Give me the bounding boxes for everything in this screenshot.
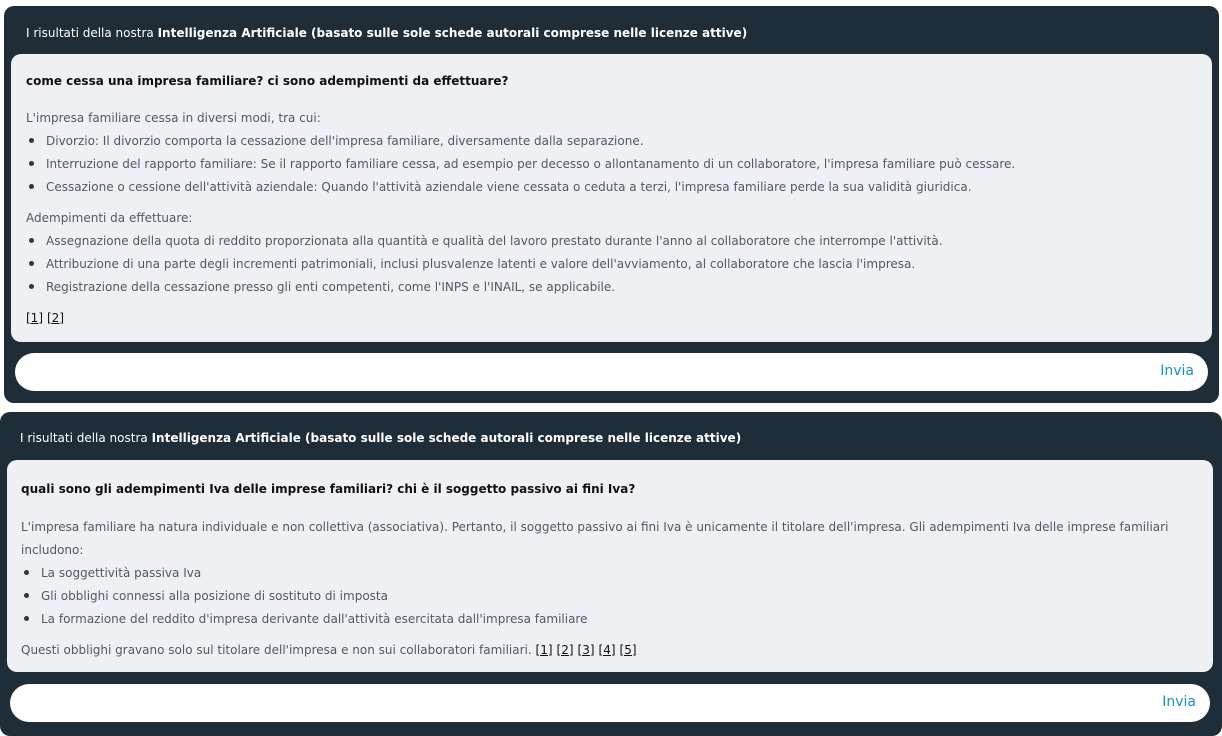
answer-closing bbox=[21, 639, 1205, 662]
reference-link-2[interactable]: [2] bbox=[47, 311, 64, 325]
reference-link-4[interactable]: [4] bbox=[598, 643, 616, 657]
header-prefix: I risultati della nostra bbox=[26, 26, 158, 40]
list-item: Gli obblighi connessi alla posizione di sostituto di imposta bbox=[21, 585, 1205, 608]
list-item: Registrazione della cessazione presso gli enti competenti, come l'INPS e l'INAIL, se applicabile. bbox=[26, 276, 1204, 299]
answer-intro: L'impresa familiare cessa in diversi modi, tra cui: bbox=[26, 111, 321, 125]
question-input-bar bbox=[15, 353, 1208, 391]
answer-card bbox=[11, 54, 1212, 342]
answer-body bbox=[26, 107, 1204, 330]
references bbox=[26, 307, 1204, 330]
question-input[interactable] bbox=[31, 361, 1115, 385]
header-bold: Intelligenza Artificiale (basato sulle sole schede autorali comprese nelle licenze attive) bbox=[157, 26, 748, 40]
question-text: come cessa una impresa familiare? ci sono adempimenti da effettuare? bbox=[26, 74, 509, 88]
panel-header bbox=[20, 431, 741, 445]
list-item: Attribuzione di una parte degli incrementi patrimoniali, inclusi plusvalenze latenti e valore dell'avviamento, al collaboratore che lascia l'impresa. bbox=[26, 253, 1204, 276]
list-item: La soggettività passiva Iva bbox=[21, 562, 1205, 585]
reference-link-1[interactable]: [1] bbox=[535, 643, 553, 657]
list-item: Cessazione o cessione dell'attività aziendale: Quando l'attività aziendale viene cessata o ceduta a terzi, l'impresa familiare perde la sua validità giuridica. bbox=[26, 176, 1204, 199]
answer-card bbox=[7, 460, 1213, 672]
reference-link-1[interactable]: [1] bbox=[26, 311, 43, 325]
ai-result-panel-1 bbox=[4, 6, 1219, 403]
question-text: quali sono gli adempimenti Iva delle imprese familiari? chi è il soggetto passivo ai fini Iva? bbox=[21, 482, 636, 496]
list-item: Assegnazione della quota di reddito proporzionata alla quantità e qualità del lavoro prestato durante l'anno al collaboratore che interrompe l'attività. bbox=[26, 230, 1204, 253]
header-bold: Intelligenza Artificiale (basato sulle sole schede autorali comprese nelle licenze attive) bbox=[151, 431, 742, 445]
bullet-list bbox=[26, 130, 1204, 199]
answer-intro-line-2: includono: bbox=[21, 543, 84, 557]
question-input[interactable] bbox=[26, 692, 1110, 716]
send-button[interactable]: Invia bbox=[1160, 363, 1194, 379]
answer-intro-line-1: L'impresa familiare ha natura individuale e non collettiva (associativa). Pertanto, il soggetto passivo ai fini Iva è unicamente il titolare dell'impresa. Gli adempimenti Iva delle imprese familiari bbox=[21, 520, 1169, 534]
answer-body bbox=[21, 516, 1205, 662]
answer-subheading: Adempimenti da effettuare: bbox=[26, 211, 193, 225]
header-prefix: I risultati della nostra bbox=[20, 431, 152, 445]
bullet-list bbox=[21, 562, 1205, 631]
list-item: La formazione del reddito d'impresa derivante dall'attività esercitata dall'impresa familiare bbox=[21, 608, 1205, 631]
panel-header bbox=[26, 26, 747, 40]
reference-link-3[interactable]: [3] bbox=[577, 643, 595, 657]
reference-link-5[interactable]: [5] bbox=[619, 643, 637, 657]
send-button[interactable]: Invia bbox=[1162, 694, 1196, 710]
list-item: Divorzio: Il divorzio comporta la cessazione dell'impresa familiare, diversamente dalla separazione. bbox=[26, 130, 1204, 153]
list-item: Interruzione del rapporto familiare: Se il rapporto familiare cessa, ad esempio per decesso o allontanamento di un collaboratore, l'impresa familiare può cessare. bbox=[26, 153, 1204, 176]
closing-text: Questi obblighi gravano solo sul titolare dell'impresa e non sui collaboratori familiari. bbox=[21, 643, 536, 657]
ai-result-panel-2 bbox=[0, 412, 1222, 736]
reference-link-2[interactable]: [2] bbox=[556, 643, 574, 657]
bullet-list bbox=[26, 230, 1204, 299]
question-input-bar bbox=[10, 684, 1210, 722]
